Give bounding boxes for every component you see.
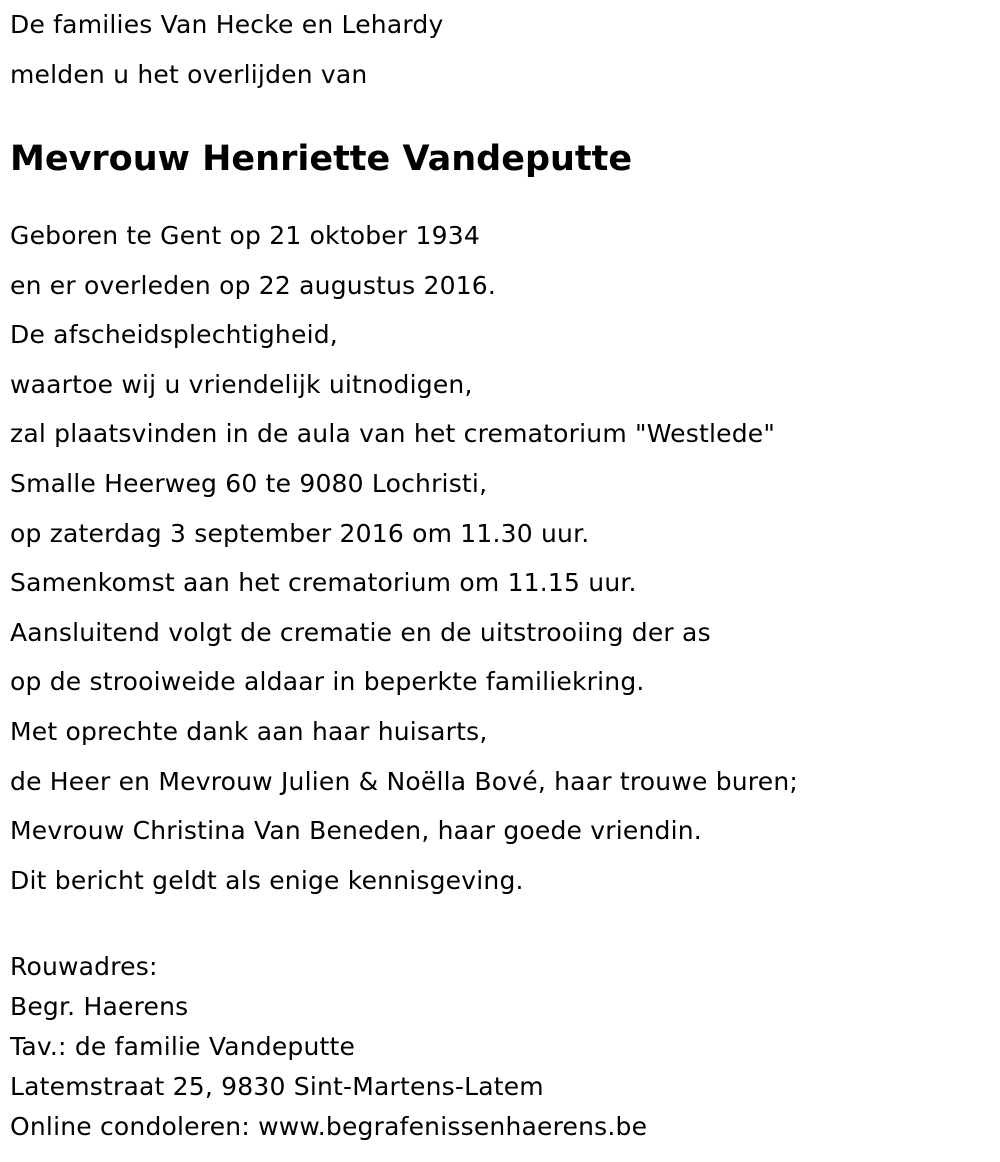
address-line: Latemstraat 25, 9830 Sint-Martens-Latem [10,1072,544,1102]
body-line: de Heer en Mevrouw Julien & Noëlla Bové, haar trouwe buren; [10,766,798,796]
body-line: Mevrouw Christina Van Beneden, haar goede vriendin. [10,816,702,846]
mourning-address [10,947,990,1147]
body-line: en er overleden op 22 augustus 2016. [10,270,497,300]
address-label: Rouwadres: [10,952,158,982]
deceased-name: Mevrouw Henriette Vandeputte [10,139,633,179]
body-line: Geboren te Gent op 21 oktober 1934 [10,221,480,250]
intro-section [10,0,990,100]
intro-line: De families Van Hecke en Lehardy [10,10,444,39]
condolence-website: Online condoleren: www.begrafenissenhaerens.be [10,1112,648,1142]
body-line: op zaterdag 3 september 2016 om 11.30 uur. [10,518,590,548]
address-line: Tav.: de familie Vandeputte [10,1032,356,1062]
body-line: waartoe wij u vriendelijk uitnodigen, [10,369,473,399]
address-line: Begr. Haerens [10,992,189,1022]
body-line: Dit bericht geldt als enige kennisgeving. [10,865,524,895]
body-line: Aansluitend volgt de crematie en de uitstrooiing der as [10,617,711,647]
body-line: Met oprechte dank aan haar huisarts, [10,716,488,746]
body-line: zal plaatsvinden in de aula van het crematorium "Westlede" [10,419,776,449]
notice-body [10,211,990,905]
body-line: op de strooiweide aldaar in beperkte familiekring. [10,667,645,697]
body-line: De afscheidsplechtigheid, [10,320,338,350]
intro-line: melden u het overlijden van [10,60,368,89]
body-line: Samenkomst aan het crematorium om 11.15 uur. [10,568,637,598]
body-line: Smalle Heerweg 60 te 9080 Lochristi, [10,468,488,498]
death-notice [10,0,990,1147]
